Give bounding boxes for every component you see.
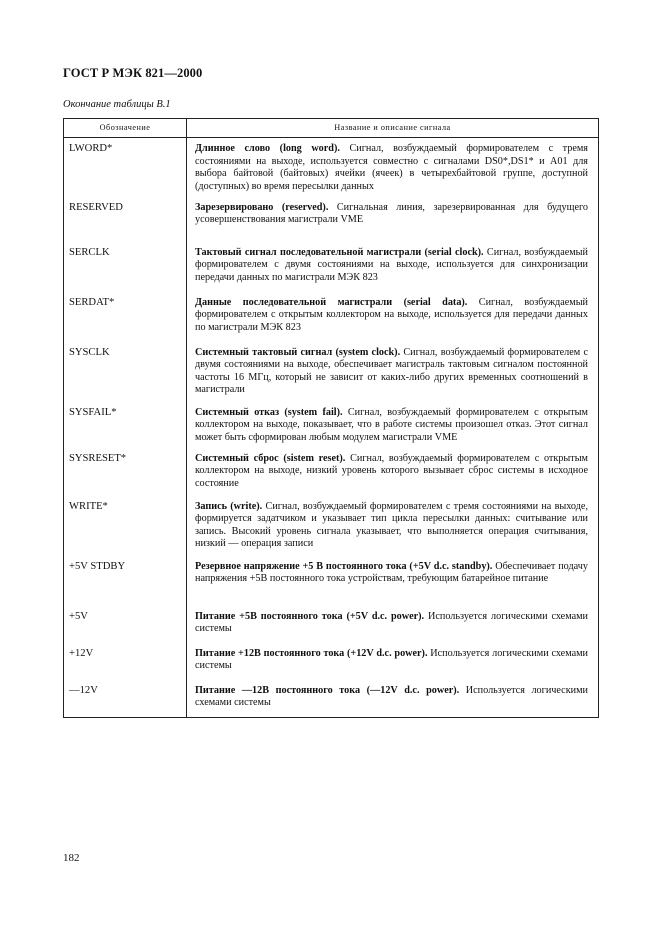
signal-description [187, 197, 599, 242]
signal-text: Используется логическими схемами системы [195, 610, 589, 635]
signal-text: Обеспечивает подачу напряжения +5В постоянного тока устройствам, требующим батарейное питание [195, 560, 588, 585]
signal-text: Сигнал, возбуждаемый формирователем с открытым коллектором на выходе, низкий уровень которого вызывает сброс системы в исходное состояние [195, 452, 588, 489]
signal-text: Используется логическими схемами системы [195, 684, 589, 709]
signal-name: LWORD* [64, 138, 187, 197]
signal-name: —12V [64, 680, 187, 718]
signal-description [187, 242, 599, 292]
table-row [64, 138, 599, 197]
table-caption: Окончание таблицы В.1 [63, 99, 171, 110]
table-row [64, 292, 599, 342]
signal-name: SYSCLK [64, 342, 187, 402]
table-row [64, 448, 599, 496]
signal-term: Питание —12В постоянного тока (—12V d.c. power). [195, 684, 460, 696]
signal-description [187, 402, 599, 448]
column-header-designation: Обозначение [64, 119, 187, 138]
signal-text: Сигнал, возбуждаемый формирователем с тремя состояниями на выходе, используется совместно с сигналами DS0*,DS1* и A01 для выбора байтовой (байтовых) ячейки (ячеек) в четырехбайтовой группе, доступной (доступных) во время пересылки данных [195, 143, 588, 192]
signal-table [63, 118, 599, 718]
table-row [64, 496, 599, 556]
signal-description [187, 643, 599, 680]
signal-name: +12V [64, 643, 187, 680]
signal-description [187, 448, 599, 496]
signal-description [187, 606, 599, 643]
signal-name: +5V [64, 606, 187, 643]
table-row [64, 242, 599, 292]
signal-description [187, 292, 599, 342]
signal-description [187, 138, 599, 197]
signal-text: Сигнал, возбуждаемый формирователем с двумя состояниями на выходе, обеспечивает магистраль тактовым сигналом постоянной частоты 16 МГц, который не зависит от каких-либо других временных соотношений в магистрали [195, 346, 588, 396]
signal-term: Питание +12В постоянного тока (+12V d.c. power). [195, 647, 428, 659]
signal-description [187, 556, 599, 606]
signal-text: Сигнал, возбуждаемый формирователем с открытым коллектором на выходе, используется для передачи данных по магистрали МЭК 823 [195, 296, 588, 333]
signal-name: SERCLK [64, 242, 187, 292]
page-number: 182 [63, 852, 80, 864]
table-row [64, 606, 599, 643]
signal-term: Системный отказ (system fail). [195, 406, 343, 418]
signal-term: Питание +5В постоянного тока (+5V d.c. power). [195, 610, 425, 622]
signal-name: RESERVED [64, 197, 187, 242]
signal-description [187, 496, 599, 556]
table-row [64, 680, 599, 718]
signal-text: Используется логическими схемами системы [195, 647, 588, 672]
signal-name: SYSRESET* [64, 448, 187, 496]
table-row [64, 342, 599, 402]
signal-term: Данные последовательной магистрали (serial data). [195, 296, 468, 308]
signal-name: SERDAT* [64, 292, 187, 342]
signal-description [187, 342, 599, 402]
signal-name: +5V STDBY [64, 556, 187, 606]
table-row [64, 197, 599, 242]
signal-text: Сигнальная линия, зарезервированная для будущего усовершенствования магистрали VME [195, 201, 588, 226]
signal-text: Сигнал, возбуждаемый формирователем с двумя состояниями на выходе, используется для синхронизации передачи данных по магистрали МЭК 823 [195, 246, 588, 283]
signal-term: Системный сброс (sistem reset). [195, 452, 346, 464]
signal-text: Сигнал, возбуждаемый формирователем с тремя состояниями на выходе, формируется задатчиком и указывает тип цикла пересылки данных: считывание или запись. Высокий уровень сигнала указывает, что выполняется операция считывания, низкий — операция записи [195, 500, 588, 550]
signal-name: SYSFAIL* [64, 402, 187, 448]
signal-term: Зарезервировано (reserved). [195, 201, 329, 213]
signal-description [187, 680, 599, 718]
table-row [64, 556, 599, 606]
signal-term: Длинное слово (long word). [195, 143, 340, 154]
signal-term: Системный тактовый сигнал (system clock). [195, 346, 401, 358]
signal-text: Сигнал, возбуждаемый формирователем с открытым коллектором на выходе, показывает, что в работе системы произошел отказ. Этот сигнал может быть сформирован любым модулем магистрали VME [195, 406, 588, 443]
signal-term: Тактовый сигнал последовательной магистрали (serial clock). [195, 246, 484, 258]
signal-term: Резервное напряжение +5 В постоянного тока (+5V d.c. standby). [195, 560, 493, 572]
table-row [64, 643, 599, 680]
table-row [64, 402, 599, 448]
signal-name: WRITE* [64, 496, 187, 556]
column-header-description: Название и описание сигнала [187, 119, 599, 138]
document-title: ГОСТ Р МЭК 821—2000 [63, 66, 203, 80]
signal-term: Запись (write). [195, 500, 263, 512]
table-header-row [64, 119, 599, 138]
